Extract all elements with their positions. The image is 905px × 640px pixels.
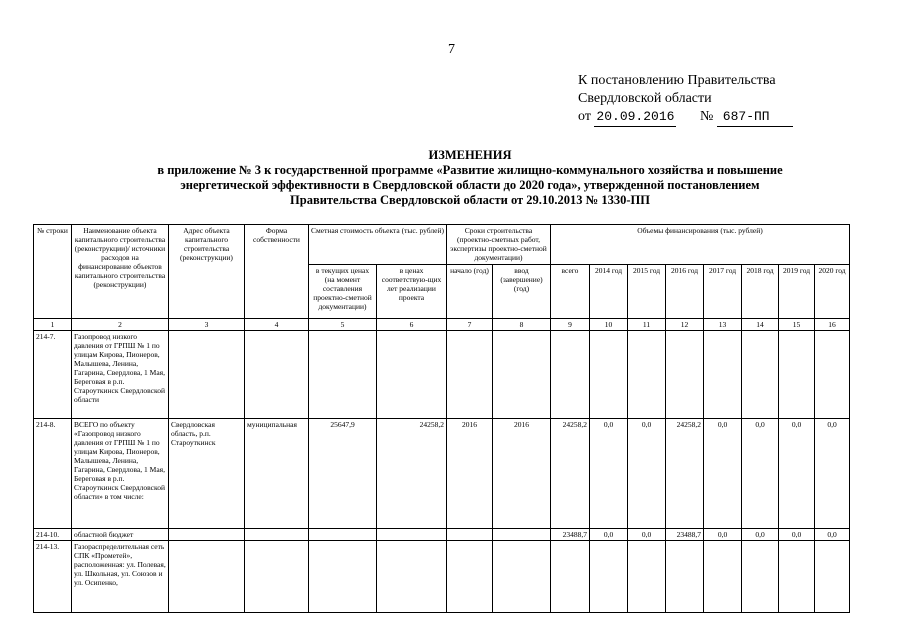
header-year-2018: 2018 год: [742, 265, 779, 319]
col-number: 15: [779, 319, 815, 331]
row-name: Газопровод низкого давления от ГРПШ № 1 по улицам Кирова, Пионеров, Малышева, Ленина, Гагарина, Свердлова, 1 Мая, Береговая в р.п. Староуткинск Свердловской области: [72, 331, 169, 419]
header-start: начало (год): [447, 265, 493, 319]
table-row: [34, 331, 850, 419]
header-ownership: Форма собственности: [245, 225, 309, 319]
row-address: [169, 529, 245, 541]
col-number: 6: [377, 319, 447, 331]
row-2014: 0,0: [590, 419, 628, 529]
doc-title-line-3: Правительства Свердловской области от 29.10.2013 № 1330-ПП: [290, 193, 650, 207]
row-end: [493, 541, 551, 613]
header-end: ввод (завершение) (год): [493, 265, 551, 319]
approval-line-1: К постановлению Правительства: [578, 73, 776, 88]
header-cost: Сметная стоимость объекта (тыс. рублей): [309, 225, 447, 265]
row-2015: 0,0: [628, 529, 666, 541]
col-number: 11: [628, 319, 666, 331]
header-row-no: № строки: [34, 225, 72, 319]
col-number: 12: [666, 319, 704, 331]
row-end: [493, 529, 551, 541]
header-address: Адрес объекта капитального строительства (реконструкции): [169, 225, 245, 319]
row-2014: [590, 541, 628, 613]
row-name: ВСЕГО по объекту «Газопровод низкого давления от ГРПШ № 1 по улицам Кирова, Пионеров, Малышева, Ленина, Гагарина, Свердлова, 1 Мая, Береговая в р.п. Староуткинск Свердловской области» в том числе:: [72, 419, 169, 529]
row-start: [447, 541, 493, 613]
header-cost-real: в ценах соответствую-щих лет реализации проекта: [377, 265, 447, 319]
row-2015: [628, 541, 666, 613]
row-2019: [779, 541, 815, 613]
col-number: 4: [245, 319, 309, 331]
row-total: [551, 541, 590, 613]
col-number: 13: [704, 319, 742, 331]
row-2020: [815, 331, 850, 419]
approval-line-2: Свердловской области: [578, 91, 712, 106]
row-total: 24258,2: [551, 419, 590, 529]
col-number: 16: [815, 319, 850, 331]
col-number: 2: [72, 319, 169, 331]
row-2017: [704, 541, 742, 613]
financing-table: [33, 224, 850, 613]
col-number: 10: [590, 319, 628, 331]
row-2018: [742, 331, 779, 419]
row-cost-real: [377, 541, 447, 613]
col-number: 8: [493, 319, 551, 331]
row-number: 214-7.: [34, 331, 72, 419]
row-address: [169, 541, 245, 613]
row-2019: 0,0: [779, 529, 815, 541]
row-2020: 0,0: [815, 419, 850, 529]
approval-number: 687-ПП: [717, 108, 793, 127]
header-year-2017: 2017 год: [704, 265, 742, 319]
row-2017: [704, 331, 742, 419]
row-cost-current: [309, 529, 377, 541]
header-volumes: Объемы финансирования (тыс. рублей): [551, 225, 850, 265]
row-end: [493, 331, 551, 419]
number-label: №: [699, 109, 714, 124]
header-terms: Сроки строительства (проектно-сметных работ, экспертизы проектно-сметной документации): [447, 225, 551, 265]
doc-title-line-1: в приложение № 3 к государственной программе «Развитие жилищно-коммунального хозяйства и повышение: [157, 163, 783, 177]
row-cost-real: 24258,2: [377, 419, 447, 529]
row-2015: 0,0: [628, 419, 666, 529]
row-ownership: [245, 541, 309, 613]
row-2019: [779, 331, 815, 419]
header-year-2016: 2016 год: [666, 265, 704, 319]
row-2020: [815, 541, 850, 613]
row-2014: 0,0: [590, 529, 628, 541]
approval-block: [578, 72, 793, 127]
col-number: 14: [742, 319, 779, 331]
header-year-2015: 2015 год: [628, 265, 666, 319]
row-2018: 0,0: [742, 419, 779, 529]
approval-date-line: [578, 108, 793, 127]
row-end: 2016: [493, 419, 551, 529]
row-address: [169, 331, 245, 419]
header-year-2019: 2019 год: [779, 265, 815, 319]
row-name: областной бюджет: [72, 529, 169, 541]
row-2018: 0,0: [742, 529, 779, 541]
col-number: 7: [447, 319, 493, 331]
row-2016: [666, 541, 704, 613]
from-label: от: [578, 109, 591, 124]
header-total: всего: [551, 265, 590, 319]
row-cost-current: 25647,9: [309, 419, 377, 529]
table-row: [34, 419, 850, 529]
row-ownership: [245, 529, 309, 541]
row-ownership: муниципальная: [245, 419, 309, 529]
row-2016: 24258,2: [666, 419, 704, 529]
row-number: 214-8.: [34, 419, 72, 529]
header-year-2014: 2014 год: [590, 265, 628, 319]
row-2017: 0,0: [704, 529, 742, 541]
col-number: 9: [551, 319, 590, 331]
row-2019: 0,0: [779, 419, 815, 529]
row-total: [551, 331, 590, 419]
col-number: 1: [34, 319, 72, 331]
doc-title-line-2: энергетической эффективности в Свердловской области до 2020 года», утвержденной постановлением: [180, 178, 760, 192]
row-2018: [742, 541, 779, 613]
table-row: [34, 541, 850, 613]
header-row-1: [34, 225, 850, 265]
row-2020: 0,0: [815, 529, 850, 541]
doc-heading: ИЗМЕНЕНИЯ: [428, 148, 512, 162]
col-number: 5: [309, 319, 377, 331]
header-name: Наименование объекта капитального строительства (реконструкции)/ источники расходов на финансирование объектов капитального строительства (реконструкции): [72, 225, 169, 319]
col-number: 3: [169, 319, 245, 331]
row-2014: [590, 331, 628, 419]
row-total: 23488,7: [551, 529, 590, 541]
header-cost-current: в текущих ценах (на момент составления проектно-сметной документации): [309, 265, 377, 319]
approval-date: 20.09.2016: [594, 108, 676, 127]
header-year-2020: 2020 год: [815, 265, 850, 319]
row-2015: [628, 331, 666, 419]
row-start: [447, 331, 493, 419]
row-name: Газораспределительная сеть СПК «Прометей», расположенная: ул. Полевая, ул. Школьная, ул. Союзов и ул. Осипенко,: [72, 541, 169, 613]
row-start: [447, 529, 493, 541]
row-cost-current: [309, 331, 377, 419]
row-2016: [666, 331, 704, 419]
row-ownership: [245, 331, 309, 419]
column-number-row: [34, 319, 850, 331]
row-cost-real: [377, 331, 447, 419]
page-number: 7: [448, 42, 455, 57]
row-start: 2016: [447, 419, 493, 529]
row-2017: 0,0: [704, 419, 742, 529]
row-cost-real: [377, 529, 447, 541]
row-number: 214-10.: [34, 529, 72, 541]
row-address: Свердловская область, р.п. Староуткинск: [169, 419, 245, 529]
row-2016: 23488,7: [666, 529, 704, 541]
table-row: [34, 529, 850, 541]
row-number: 214-13.: [34, 541, 72, 613]
row-cost-current: [309, 541, 377, 613]
